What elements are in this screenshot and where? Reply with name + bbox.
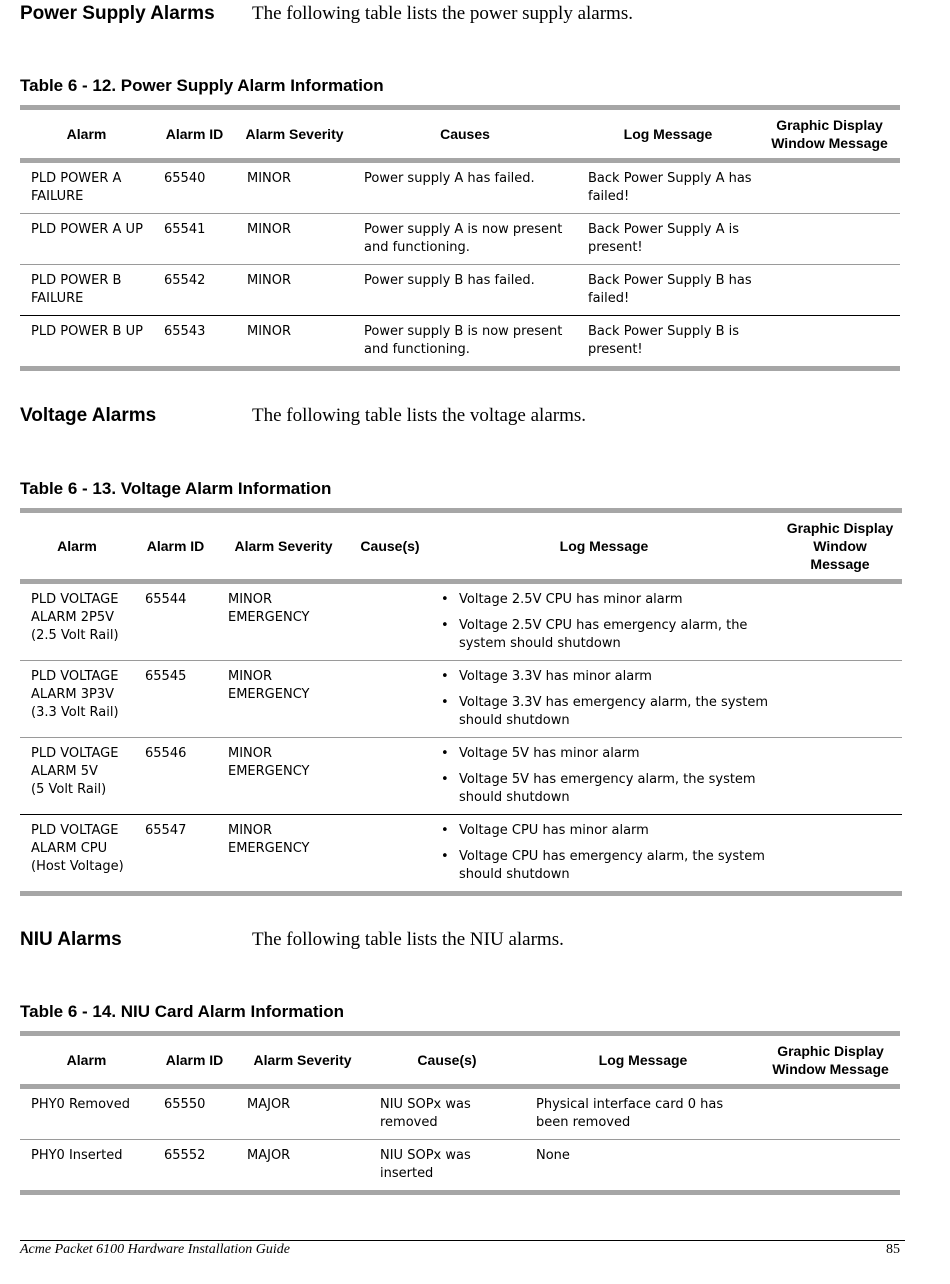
table-row [20, 1140, 900, 1193]
table-row [20, 1087, 900, 1140]
graphic-display-cell [761, 1140, 900, 1193]
graphic-display-cell [759, 161, 900, 214]
cell-line: PLD VOLTAGE [31, 592, 119, 607]
graphic-display-cell [759, 265, 900, 316]
column-header: Log Message [430, 511, 778, 582]
alarm-id-cell: 65547 [145, 823, 187, 838]
column-header: Log Message [577, 108, 759, 161]
voltage-alarm-table [20, 508, 902, 896]
alarm-cause-cell [350, 815, 430, 894]
log-message-list [441, 591, 774, 653]
table-row [20, 582, 902, 661]
cell-line: ALARM 2P5V [31, 610, 114, 625]
table-row [20, 265, 900, 316]
column-header: Cause(s) [369, 1034, 525, 1087]
column-header: Log Message [525, 1034, 761, 1087]
log-message-cell: Back Power Supply A is present! [577, 214, 759, 265]
alarm-name-cell [20, 815, 134, 894]
log-message-list [441, 822, 774, 884]
alarm-severity-cell [217, 738, 350, 815]
alarm-severity-cell: MAJOR [247, 1148, 291, 1163]
alarm-cause-cell [350, 582, 430, 661]
power-section-intro: The following table lists the power supply alarms. [252, 3, 633, 24]
log-message-item: • Voltage 2.5V CPU has emergency alarm, the system should shutdown [459, 617, 774, 653]
column-header: Graphic Display Window Message [759, 108, 900, 161]
column-header: Alarm Severity [236, 1034, 369, 1087]
cell-line: ALARM CPU [31, 841, 108, 856]
niu-section-title: NIU Alarms [20, 929, 122, 950]
alarm-severity-cell [217, 815, 350, 894]
cell-line: MINOR [228, 746, 273, 761]
voltage-table-caption: Table 6 - 13. Voltage Alarm Information [20, 479, 332, 498]
cell-line: MINOR [228, 592, 273, 607]
column-header: Graphic Display Window Message [778, 511, 902, 582]
cell-line: MINOR [228, 669, 273, 684]
footer-page-number: 85 [886, 1242, 900, 1257]
alarm-name-cell: PHY0 Inserted [31, 1148, 123, 1163]
voltage-section-intro: The following table lists the voltage alarms. [252, 405, 587, 426]
log-message-cell: None [536, 1148, 570, 1163]
graphic-display-cell [778, 661, 902, 738]
cell-line: (3.3 Volt Rail) [31, 705, 119, 720]
log-message-list [441, 745, 774, 807]
cell-line: MINOR [228, 823, 273, 838]
table-row [20, 214, 900, 265]
power-section-title: Power Supply Alarms [20, 3, 215, 24]
log-message-cell [430, 738, 778, 815]
power-supply-alarm-table [20, 105, 900, 371]
graphic-display-cell [759, 316, 900, 369]
alarm-name-cell: PLD POWER A FAILURE [20, 161, 153, 214]
alarm-severity-cell: MINOR [236, 214, 353, 265]
alarm-name-cell: PHY0 Removed [20, 1087, 153, 1140]
alarm-severity-cell [217, 661, 350, 738]
niu-card-alarm-table [20, 1031, 900, 1195]
log-message-cell [430, 582, 778, 661]
column-header: Cause(s) [350, 511, 430, 582]
table-row [20, 161, 900, 214]
footer-document-title: Acme Packet 6100 Hardware Installation Guide [20, 1242, 290, 1257]
alarm-cause-cell: Power supply B has failed. [353, 265, 577, 316]
alarm-id-cell: 65542 [153, 265, 236, 316]
alarm-id-cell: 65544 [134, 582, 217, 661]
cell-line: PLD VOLTAGE [31, 669, 119, 684]
column-header: Causes [353, 108, 577, 161]
log-message-list [441, 668, 774, 730]
cell-line: PLD VOLTAGE [31, 746, 119, 761]
cell-line: EMERGENCY [228, 687, 310, 702]
table-header-row [20, 108, 900, 161]
column-header: Alarm ID [153, 1034, 236, 1087]
alarm-cause-cell: NIU SOPx was inserted [380, 1148, 471, 1181]
niu-table-caption: Table 6 - 14. NIU Card Alarm Information [20, 1002, 345, 1021]
cell-line: (5 Volt Rail) [31, 782, 107, 797]
table-row [20, 316, 900, 369]
alarm-name-cell: PLD POWER B FAILURE [20, 265, 153, 316]
column-header: Alarm ID [153, 108, 236, 161]
column-header: Alarm [20, 1034, 153, 1087]
cell-line: EMERGENCY [228, 841, 310, 856]
table-header-row [20, 1034, 900, 1087]
log-message-cell: Physical interface card 0 has been removed [525, 1087, 761, 1140]
cell-line: ALARM 5V [31, 764, 98, 779]
alarm-id-cell: 65540 [153, 161, 236, 214]
log-message-item: • Voltage CPU has emergency alarm, the system should shutdown [459, 848, 774, 884]
column-header: Alarm ID [134, 511, 217, 582]
alarm-cause-cell [350, 738, 430, 815]
column-header: Alarm Severity [217, 511, 350, 582]
alarm-cause-cell: Power supply A has failed. [353, 161, 577, 214]
graphic-display-cell [778, 815, 902, 894]
log-message-cell [430, 815, 778, 894]
cell-line: PLD VOLTAGE [31, 823, 119, 838]
log-message-cell: Back Power Supply B has failed! [577, 265, 759, 316]
alarm-name-cell: PLD POWER A UP [20, 214, 153, 265]
voltage-section-title: Voltage Alarms [20, 405, 157, 426]
column-header: Alarm [20, 108, 153, 161]
alarm-id-cell: 65550 [153, 1087, 236, 1140]
alarm-id-cell: 65543 [164, 324, 206, 339]
alarm-cause-cell: NIU SOPx was removed [369, 1087, 525, 1140]
power-table-caption: Table 6 - 12. Power Supply Alarm Information [20, 76, 384, 95]
alarm-name-cell [20, 582, 134, 661]
alarm-name-cell [20, 661, 134, 738]
cell-line: EMERGENCY [228, 610, 310, 625]
alarm-id-cell: 65552 [164, 1148, 206, 1163]
alarm-id-cell: 65541 [153, 214, 236, 265]
alarm-severity-cell [217, 582, 350, 661]
cell-line: (Host Voltage) [31, 859, 124, 874]
alarm-name-cell: PLD POWER B UP [31, 324, 143, 339]
alarm-id-cell: 65546 [134, 738, 217, 815]
cell-line: EMERGENCY [228, 764, 310, 779]
graphic-display-cell [761, 1087, 900, 1140]
table-header-row [20, 511, 902, 582]
table-row [20, 661, 902, 738]
table-row [20, 738, 902, 815]
log-message-cell [430, 661, 778, 738]
alarm-cause-cell: Power supply A is now present and functioning. [353, 214, 577, 265]
alarm-cause-cell [350, 661, 430, 738]
log-message-item: • Voltage 3.3V has emergency alarm, the system should shutdown [459, 694, 774, 730]
log-message-cell: Back Power Supply B is present! [588, 324, 739, 357]
log-message-cell: Back Power Supply A has failed! [577, 161, 759, 214]
alarm-severity-cell: MINOR [236, 265, 353, 316]
cell-line: ALARM 3P3V [31, 687, 114, 702]
graphic-display-cell [778, 738, 902, 815]
log-message-item: • Voltage 5V has emergency alarm, the system should shutdown [459, 771, 774, 807]
alarm-severity-cell: MINOR [236, 161, 353, 214]
log-message-item: • Voltage 5V has minor alarm [459, 745, 774, 763]
alarm-name-cell [20, 738, 134, 815]
column-header: Alarm [20, 511, 134, 582]
log-message-item: • Voltage 2.5V CPU has minor alarm [459, 591, 774, 609]
column-header: Graphic Display Window Message [761, 1034, 900, 1087]
graphic-display-cell [778, 582, 902, 661]
footer-rule [20, 1240, 905, 1241]
log-message-item: • Voltage 3.3V has minor alarm [459, 668, 774, 686]
niu-section-intro: The following table lists the NIU alarms. [252, 929, 564, 950]
alarm-severity-cell: MAJOR [236, 1087, 369, 1140]
graphic-display-cell [759, 214, 900, 265]
column-header: Alarm Severity [236, 108, 353, 161]
alarm-id-cell: 65545 [134, 661, 217, 738]
alarm-severity-cell: MINOR [247, 324, 292, 339]
table-row [20, 815, 902, 894]
alarm-cause-cell: Power supply B is now present and functioning. [364, 324, 563, 357]
log-message-item: • Voltage CPU has minor alarm [459, 822, 774, 840]
cell-line: (2.5 Volt Rail) [31, 628, 119, 643]
